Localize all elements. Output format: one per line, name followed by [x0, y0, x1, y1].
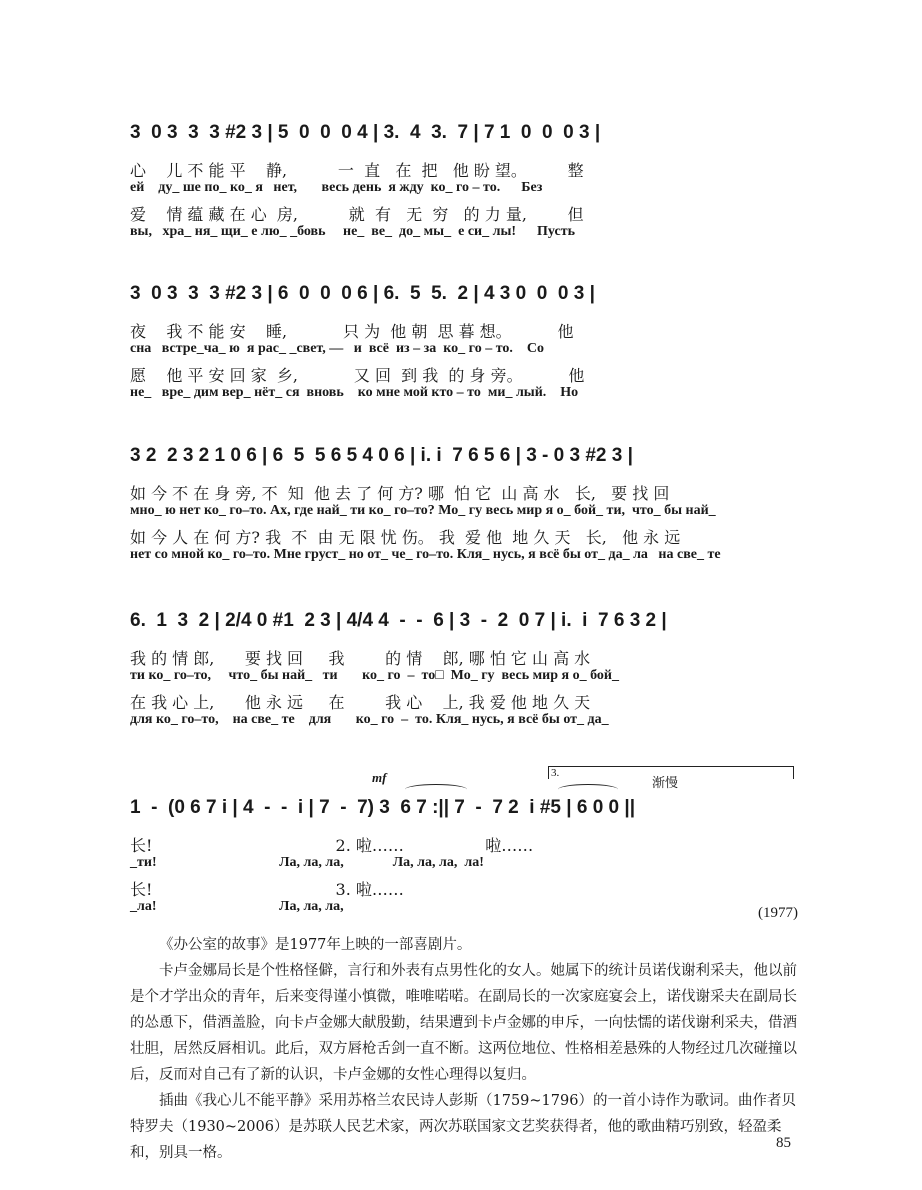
score-system-5: [130, 797, 810, 921]
jianpu-notation: 1 - (0 6 7 i | 4 - - i | 7 - 7) 3 6 7 :|| 7 - 7 2 i #5 | 6 0 0 ||: [130, 797, 636, 818]
lyrics-verse-2-chinese: 在 我 心 上, 他 永 远 在 我 心 上, 我 爱 他 地 久 天: [130, 693, 591, 712]
score-system-1: [130, 122, 810, 246]
paragraph: 《办公室的故事》是1977年上映的一部喜剧片。: [159, 937, 472, 953]
paragraph: 插曲《我心儿不能平静》采用苏格兰农民诗人彭斯（1759~1796）的一首小诗作为歌词。曲作者贝特罗夫（1930~2006）是苏联人民艺术家，两次苏联国家文艺奖获得者，他的歌曲精巧别致，轻盈柔和，别具一格。: [130, 1093, 796, 1161]
lyrics-verse-1-chinese: 我 的 情 郎, 要 找 回 我 的 情 郎, 哪 怕 它 山 高 水: [130, 649, 591, 668]
lyrics-verse-1-russian: ей ду_ ше по_ ко_ я нет, весь день я жду ко_ го – то. Без: [130, 180, 543, 195]
volta-label: 3.: [551, 767, 560, 779]
lyrics-verse-1-chinese: 夜 我 不 能 安 睡, 只 为 他 朝 思 暮 想。 他: [130, 322, 574, 341]
lyrics-verse-2-russian: не_ вре_ дим вер_ нёт_ ся вновь ко мне мой кто – то ми_ лый. Но: [130, 385, 579, 400]
paragraph: 卡卢金娜局长是个性格怪僻，言行和外表有点男性化的女人。她属下的统计员诺伐谢利采夫，他以前是个才学出众的青年，后来变得谨小慎微，唯唯喏喏。在副局长的一次家庭宴会上，诺伐谢采夫在副局长的怂恿下，借酒盖脸，向卡卢金娜大献殷勤，结果遭到卡卢金娜的申斥，一向怯懦的诺伐谢利采夫，借酒壮胆，居然反唇相讥。此后，双方唇枪舌剑一直不断。这两位地位、性格相差悬殊的人物经过几次碰撞以后，反而对自己有了新的认识，卡卢金娜的女性心理得以复归。: [130, 963, 797, 1083]
lyrics-verse-1-chinese: 如 今 不 在 身 旁, 不 知 他 去 了 何 方? 哪 怕 它 山 高 水 长, 要 找 回: [130, 484, 670, 503]
lyrics-verse-1-russian: сна встре_ча_ ю я рас_ _свет, — и всё из – за ко_ го – то. Со: [130, 341, 544, 356]
lyrics-verse-2-russian: вы, хра_ ня_ щи_ е лю_ _бовь не_ ве_ до_ мы_ е си_ лы! Пусть: [130, 224, 575, 239]
score-system-2: [130, 283, 810, 407]
composition-year: (1977): [758, 905, 798, 921]
lyrics-verse-1-chinese: 心 儿 不 能 平 静, 一 直 在 把 他 盼 望。 整: [130, 161, 584, 180]
lyrics-verse-1-russian: мно_ ю нет ко_ го–то. Ах, где най_ ти ко_ го–то? Мо_ гу весь мир я о_ бой_ ти, что_ бы най_: [130, 503, 716, 518]
jianpu-notation: 3 0 3 3 3 #2 3 | 5 0 0 0 4 | 3. 4 3. 7 | 7 1 0 0 0 3 |: [130, 122, 601, 143]
lyrics-verse-1-chinese: 长! 2. 啦…… 啦……: [130, 836, 534, 855]
lyrics-verse-2-chinese: 如 今 人 在 何 方? 我 不 由 无 限 忧 伤。 我 爱 他 地 久 天 长, 他 永 远: [130, 528, 681, 547]
lyrics-verse-2-russian: нет со мной ко_ го–то. Мне груст_ но от_ че_ го–то. Кля_ нусь, я всё бы от_ да_ ла на све_ те: [130, 547, 721, 562]
slur-line: [558, 784, 618, 795]
slur-line: [405, 784, 467, 795]
tempo-marking: 渐慢: [652, 776, 679, 791]
description-text: [130, 932, 810, 1166]
score-system-3: [130, 445, 810, 569]
jianpu-notation: 3 2 2 3 2 1 0 6 | 6 5 5 6 5 4 0 6 | i. i 7 6 5 6 | 3 - 0 3 #2 3 |: [130, 445, 633, 466]
lyrics-verse-2-russian: для ко_ го–то, на све_ те для ко_ го – то. Кля_ нусь, я всё бы от_ да_: [130, 712, 609, 727]
jianpu-notation: 6. 1 3 2 | 2/4 0 #1 2 3 | 4/4 4 - - 6 | 3 - 2 0 7 | i. i 7 6 3 2 |: [130, 610, 667, 631]
lyrics-verse-1-russian: ти ко_ го–то, что_ бы най_ ти ко_ го – то□ Мо_ гу весь мир я о_ бой_: [130, 668, 619, 683]
jianpu-notation: 3 0 3 3 3 #2 3 | 6 0 0 0 6 | 6. 5 5. 2 | 4 3 0 0 0 3 |: [130, 283, 595, 304]
lyrics-verse-2-chinese: 愿 他 平 安 回 家 乡, 又 回 到 我 的 身 旁。 他: [130, 366, 585, 385]
dynamic-marking: mf: [372, 770, 387, 785]
lyrics-verse-2-russian: _ла! Ла, ла, ла,: [130, 899, 344, 914]
lyrics-verse-2-chinese: 爱 情 蕴 藏 在 心 房, 就 有 无 穷 的 力 量, 但: [130, 205, 584, 224]
lyrics-verse-1-russian: _ти! Ла, ла, ла, Ла, ла, ла, ла!: [130, 855, 484, 870]
score-system-4: [130, 610, 810, 734]
lyrics-verse-2-chinese: 长! 3. 啦……: [130, 880, 404, 899]
page-number: 85: [776, 1135, 791, 1151]
